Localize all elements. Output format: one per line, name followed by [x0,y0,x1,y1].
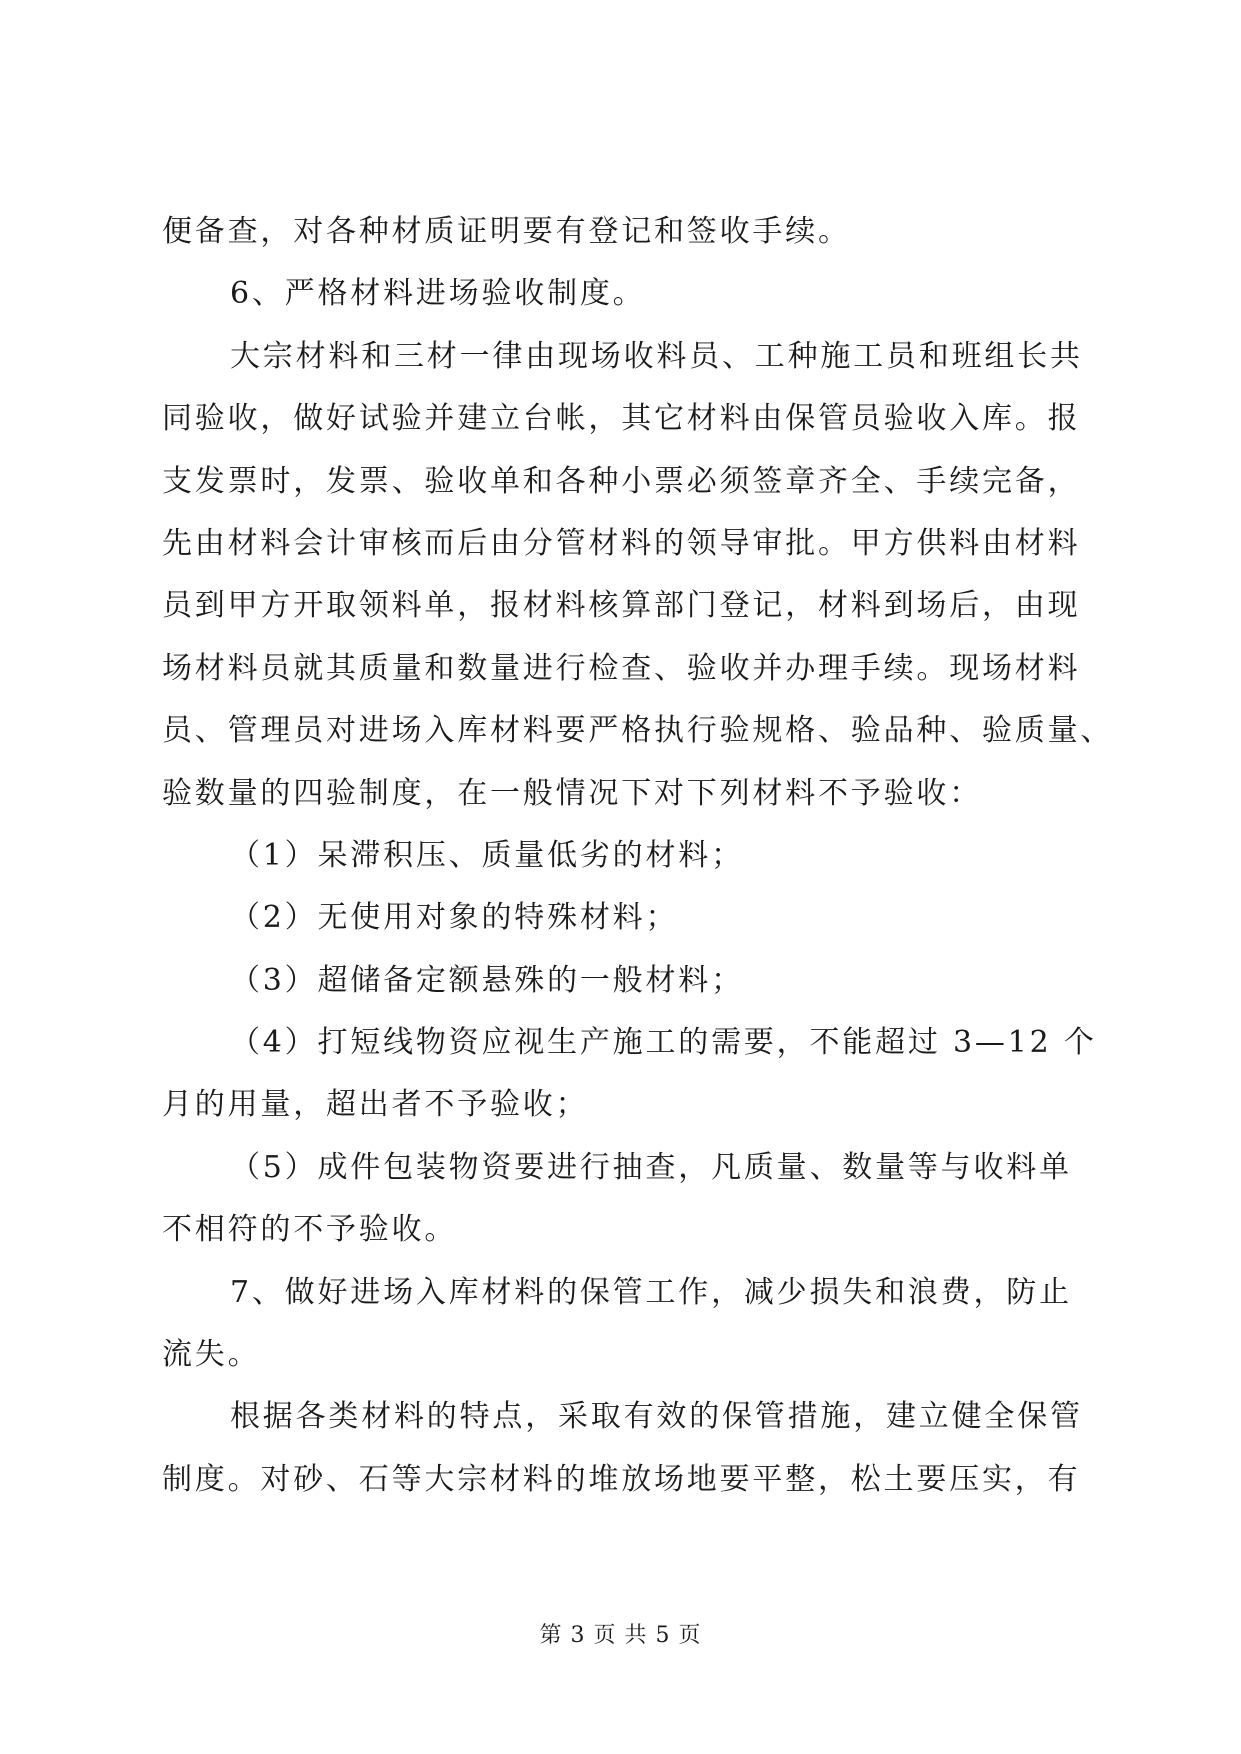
list-item: （1）呆滞积压、质量低劣的材料； [230,837,744,873]
text-line: 制度。对砂、石等大宗材料的堆放场地要平整，松土要压实，有 [162,1461,1081,1497]
section-heading: 6、严格材料进场验收制度。 [230,276,646,312]
list-item: （2）无使用对象的特殊材料； [230,900,679,936]
list-item: （5）成件包装物资要进行抽查，凡质量、数量等与收料单 [230,1149,1072,1185]
text-line: 场材料员就其质量和数量进行检查、验收并办理手续。现场材料 [162,650,1081,686]
text-line: 支发票时，发票、验收单和各种小票必须签章齐全、手续完备， [162,463,1081,499]
page-number-footer: 第 3 页 共 5 页 [539,1623,702,1648]
text-line: 便备查，对各种材质证明要有登记和签收手续。 [162,214,851,249]
text-line: 不相符的不予验收。 [162,1212,458,1248]
text-line: 根据各类材料的特点，采取有效的保管措施，建立健全保管 [230,1399,1083,1435]
document-body [162,201,1114,1511]
text-line: 员到甲方开取领料单，报材料核算部门登记，材料到场后，由现 [162,588,1081,624]
section-heading: 7、做好进场入库材料的保管工作，减少损失和浪费，防止 [230,1274,1072,1310]
text-line: 流失。 [162,1337,261,1373]
text-line: 员、管理员对进场入库材料要严格执行验规格、验品种、验质量、 [162,713,1114,749]
list-item: （4）打短线物资应视生产施工的需要，不能超过 3—12 个 [230,1025,1097,1061]
text-line: 同验收，做好试验并建立台帐，其它材料由保管员验收入库。报 [162,401,1081,437]
text-line: 月的用量，超出者不予验收； [162,1087,589,1123]
text-line: 先由材料会计审核而后由分管材料的领导审批。甲方供料由材料 [162,525,1081,561]
list-item: （3）超储备定额悬殊的一般材料； [230,962,744,998]
text-line: 验数量的四验制度，在一般情况下对下列材料不予验收： [162,775,982,811]
text-line: 大宗材料和三材一律由现场收料员、工种施工员和班组长共 [230,338,1083,374]
